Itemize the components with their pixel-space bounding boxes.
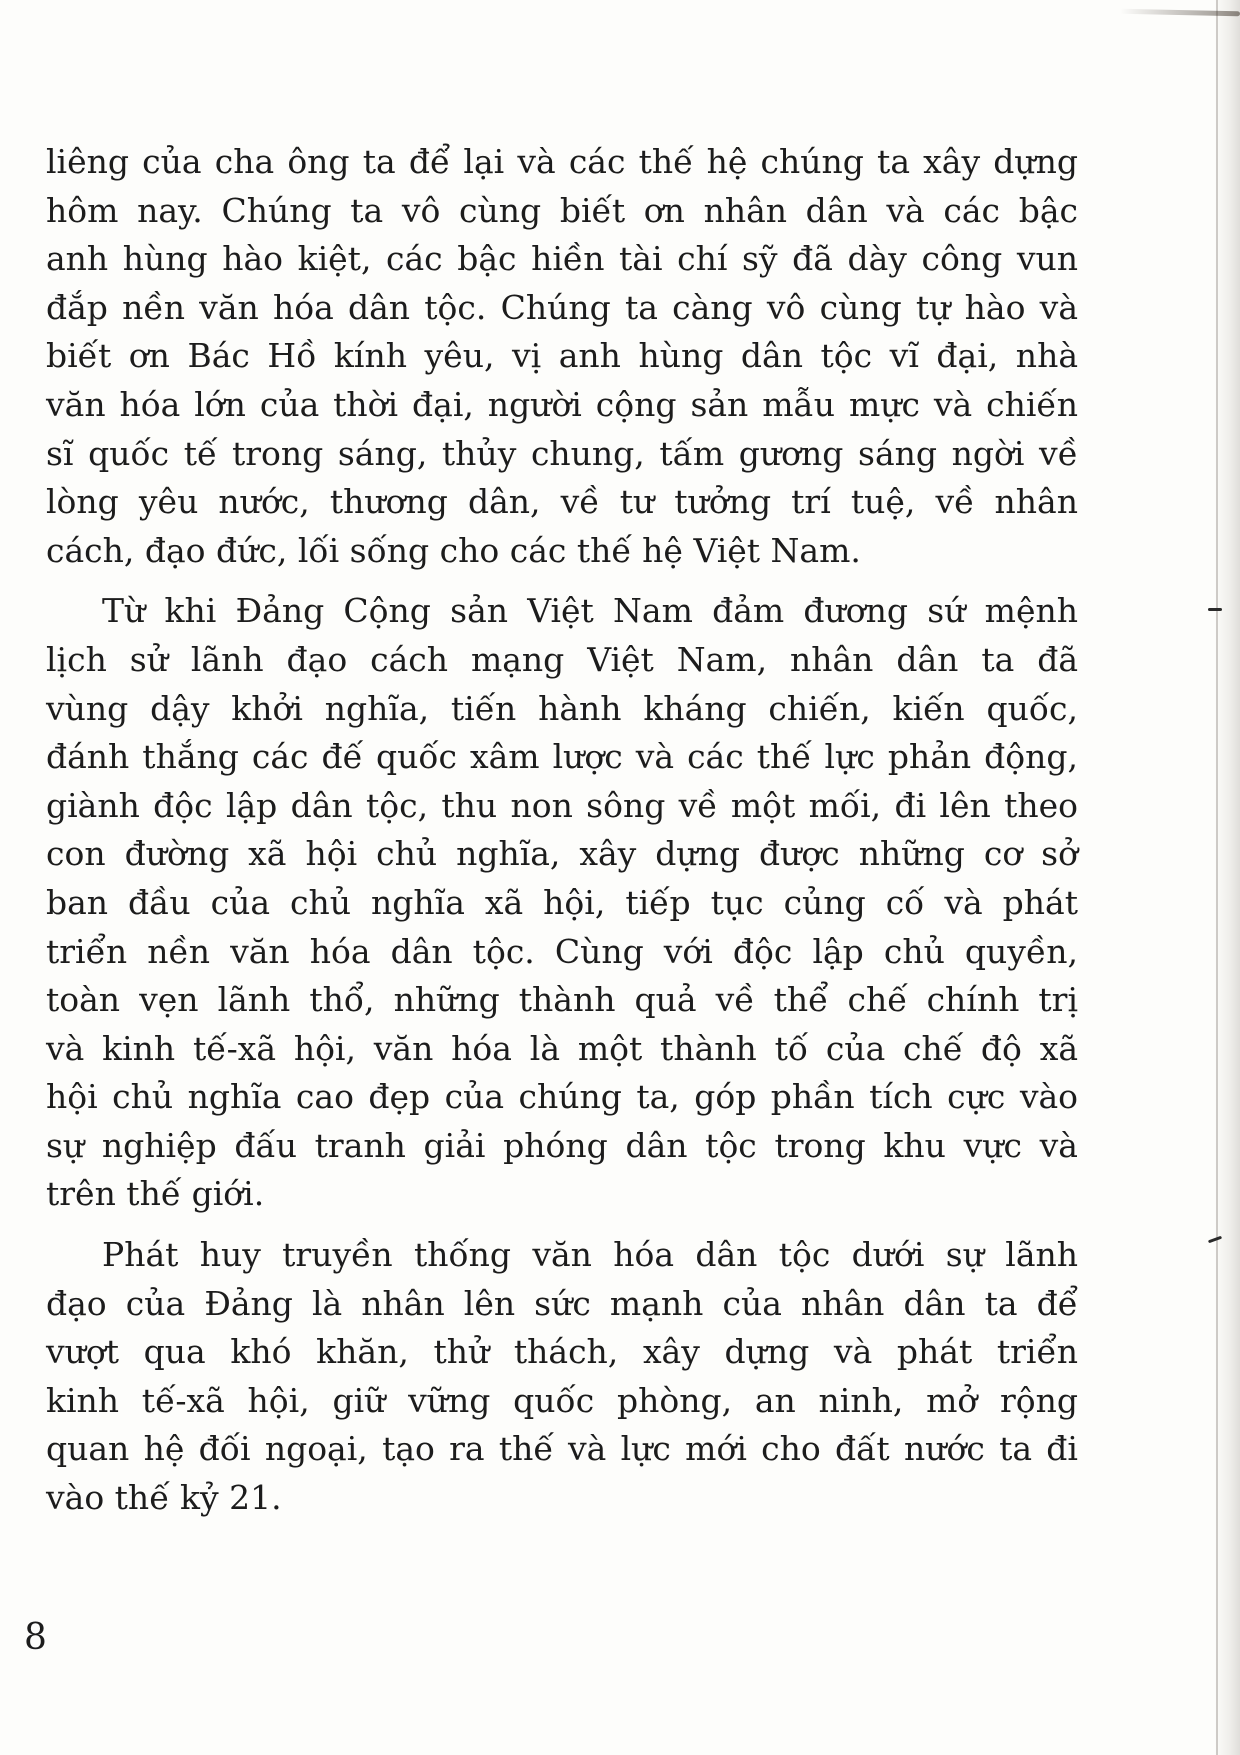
text-line: ban đầu của chủ nghĩa xã hội, tiếp tục củng cố và phát [46,882,1078,922]
text-line: liêng của cha ông ta để lại và các thế hệ chúng ta xây dựng [46,142,1078,181]
page-number: 8 [24,1617,47,1658]
text-line: triển nền văn hóa dân tộc. Cùng với độc lập chủ quyền, [46,931,1078,971]
paragraph [46,1231,1078,1523]
text-line: vào thế kỷ 21. [46,1478,282,1518]
text-line: Từ khi Đảng Cộng sản Việt Nam đảm đương sứ mệnh [102,591,1078,631]
text-line: trên thế giới. [46,1174,265,1214]
text-line: hội chủ nghĩa cao đẹp của chúng ta, góp phần tích cực vào [46,1077,1078,1117]
text-line: con đường xã hội chủ nghĩa, xây dựng được những cơ sở [46,834,1078,874]
text-line: đạo của Đảng là nhân lên sức mạnh của nhân dân ta để [46,1283,1078,1323]
scan-tick-mark [1208,608,1222,611]
text-line: đánh thắng các đế quốc xâm lược và các thế lực phản động, [46,737,1078,777]
text-line: lòng yêu nước, thương dân, về tư tưởng trí tuệ, về nhân [46,482,1078,522]
text-line: văn hóa lớn của thời đại, người cộng sản mẫu mực và chiến [46,384,1078,424]
paragraph [46,138,1078,575]
text-line: cách, đạo đức, lối sống cho các thế hệ Việt Nam. [46,530,861,570]
text-line: toàn vẹn lãnh thổ, những thành quả về thể chế chính trị [46,980,1078,1020]
text-line: sĩ quốc tế trong sáng, thủy chung, tấm gương sáng ngời về [46,433,1078,473]
text-line: và kinh tế-xã hội, văn hóa là một thành tố của chế độ xã [46,1028,1078,1068]
text-line: anh hùng hào kiệt, các bậc hiền tài chí sỹ đã dày công vun [46,239,1078,279]
text-line: hôm nay. Chúng ta vô cùng biết ơn nhân dân và các bậc [46,190,1078,230]
text-line: vùng dậy khởi nghĩa, tiến hành kháng chiến, kiến quốc, [46,688,1078,728]
text-line: vượt qua khó khăn, thử thách, xây dựng và phát triển [46,1332,1078,1372]
body-text [46,138,1078,1523]
text-line: quan hệ đối ngoại, tạo ra thế và lực mới cho đất nước ta đi [46,1429,1078,1469]
text-line: Phát huy truyền thống văn hóa dân tộc dưới sự lãnh [102,1235,1078,1275]
text-line: đắp nền văn hóa dân tộc. Chúng ta càng vô cùng tự hào và [46,287,1078,327]
text-line: kinh tế-xã hội, giữ vững quốc phòng, an ninh, mở rộng [46,1380,1078,1420]
text-line: giành độc lập dân tộc, thu non sông về một mối, đi lên theo [46,785,1078,825]
text-line: biết ơn Bác Hồ kính yêu, vị anh hùng dân tộc vĩ đại, nhà [46,336,1078,376]
text-line: lịch sử lãnh đạo cách mạng Việt Nam, nhân dân ta đã [46,639,1078,679]
text-line: sự nghiệp đấu tranh giải phóng dân tộc trong khu vực và [46,1125,1078,1165]
page-edge-line [1216,0,1218,1755]
paragraph-gap [46,1219,1078,1231]
paragraph [46,587,1078,1219]
paragraph-gap [46,575,1078,587]
